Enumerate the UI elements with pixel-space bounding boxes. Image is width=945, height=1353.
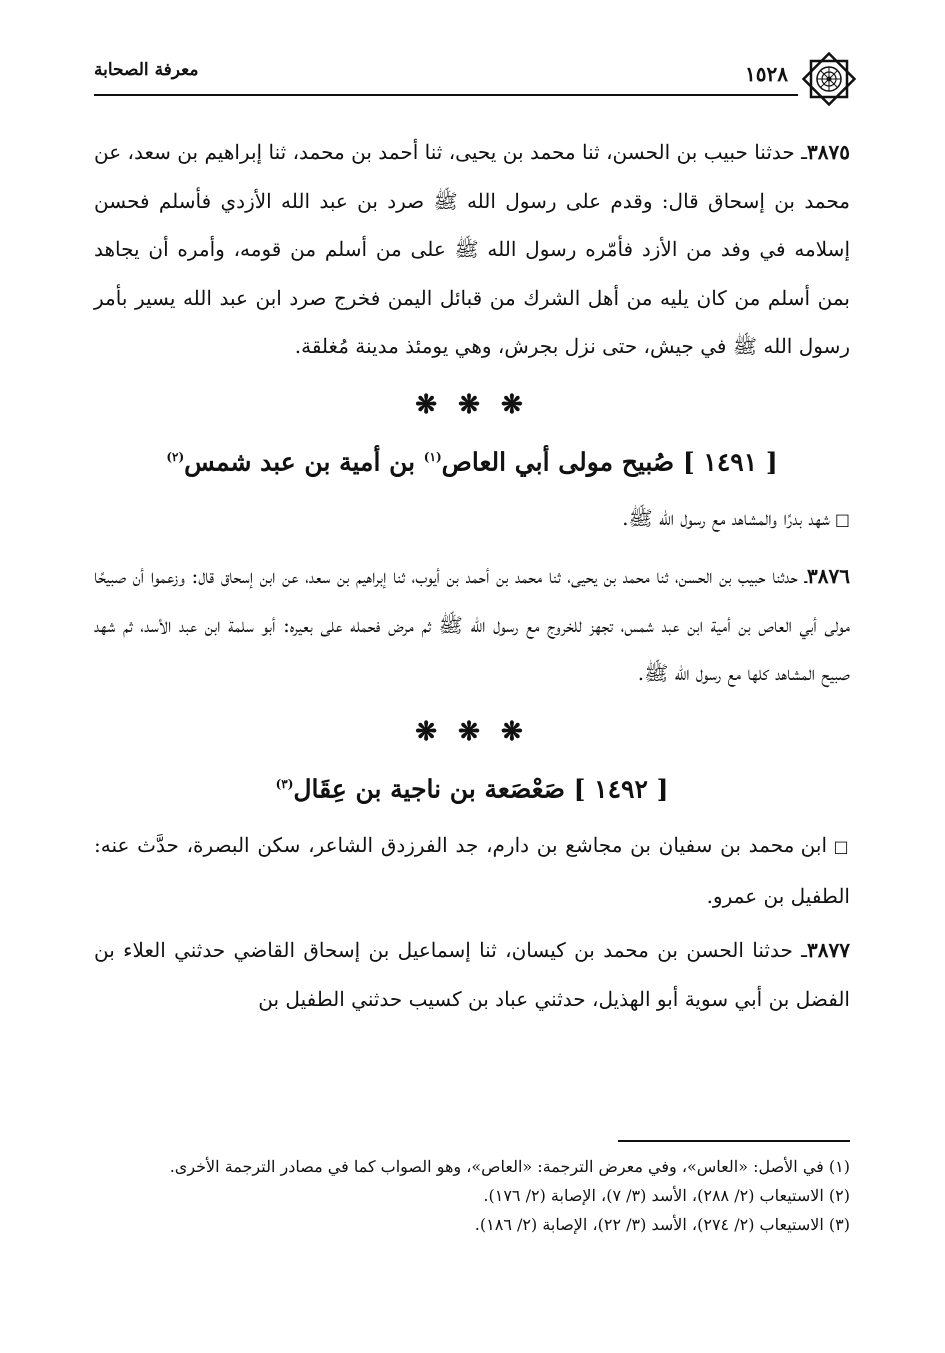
hadith-text: ـ حدثنا حبيب بن الحسن، ثنا محمد بن يحيى، ثنا أحمد بن محمد، ثنا إبراهيم بن سعد، عن محمد بن إسحاق قال: وقدم على رسول الله ﷺ صرد بن عبد الله الأزدي فأسلم فحسن إسلامه في وفد من الأزد فأمّره رسول الله ﷺ على من أسلم من قومه، وأمره أن يجاهد بمن أسلم من كان يليه من أهل الشرك من قبائل اليمن فخرج صرد ابن عبد الله يسير بأمر رسول الله ﷺ في جيش، حتى نزل بجرش، وهي يومئذ مدينة مُغلقة. <box>94 140 850 358</box>
entry-heading-1491 <box>94 431 850 488</box>
intro-text: ابن محمد بن سفيان بن مجاشع بن دارم، جد الفرزدق الشاعر، سكن البصرة، حدَّث عنه: الطفيل بن عمرو. <box>94 833 850 908</box>
footnote-ref: (٣) <box>275 776 294 791</box>
entry-title: [ ١٤٩٢ ] صَعْصَعة بن ناجية بن عِقَال <box>293 774 669 804</box>
page-header <box>94 60 850 96</box>
intro-text: شهد بدرًا والمشاهد مع رسول الله ﷺ. <box>622 505 830 530</box>
footnote-3: (٣) الاستيعاب (٢/ ٢٧٤)، الأسد (٣/ ٢٢)، الإصابة (٢/ ١٨٦). <box>474 1215 850 1234</box>
entry-title: [ ١٤٩١ ] صُبيح مولى أبي العاص <box>441 446 778 476</box>
book-title: معرفة الصحابة <box>94 60 199 80</box>
hadith-3875 <box>94 128 850 371</box>
footnote-2: (٢) الاستيعاب (٢/ ٢٨٨)، الأسد (٣/ ٧)، الإصابة (٢/ ١٧٦). <box>483 1186 850 1205</box>
section-separator: ❋ ❋ ❋ <box>415 716 529 747</box>
header-rule <box>94 94 798 96</box>
footnote-rule <box>618 1140 850 1142</box>
entry-heading-1492 <box>94 758 850 815</box>
entry-intro-1491 <box>94 494 850 545</box>
hadith-text: ـ حدثنا حبيب بن الحسن، ثنا محمد بن يحيى، ثنا محمد بن أحمد بن أيوب، ثنا إبراهيم بن سعد، عن ابن إسحاق قال: وزعموا أن صبيحًا مولى أبي العاص بن أمية ابن عبد شمس، تجهز للخروج مع رسول الله ﷺ ثم مرض فحمله على بعيره: أبو سلمة ابن عبد الأسد، ثم شهد صبيح المشاهد كلها مع رسول الله ﷺ. <box>94 564 850 686</box>
hadith-number: ٣٨٧٥ <box>807 140 850 164</box>
footnote-1: (١) في الأصل: «العاس»، وفي معرض الترجمة: «العاص»، وهو الصواب كما في مصادر الترجمة الأخرى. <box>169 1157 850 1176</box>
section-separator: ❋ ❋ ❋ <box>415 389 529 420</box>
page-body <box>94 128 850 1023</box>
footnotes <box>94 1140 850 1239</box>
hadith-number: ٣٨٧٧ <box>807 938 850 963</box>
entry-title-rest: بن أمية بن عبد شمس <box>184 446 424 476</box>
hadith-3876 <box>94 552 850 698</box>
square-bullet-icon: □ <box>827 837 851 857</box>
entry-intro-1492 <box>94 821 850 920</box>
hadith-text: ـ حدثنا الحسن بن محمد بن كيسان، ثنا إسماعيل بن إسحاق القاضي حدثني العلاء بن الفضل بن أبي سوية أبو الهذيل، حدثني عباد بن كسيب حدثني الطفيل بن <box>94 938 850 1011</box>
square-bullet-icon: □ <box>829 509 850 529</box>
hadith-3877 <box>94 926 850 1023</box>
hadith-number: ٣٨٧٦ <box>807 564 850 589</box>
page-number: ١٥٢٨ <box>745 62 788 86</box>
footnote-ref: (١) <box>423 449 442 464</box>
footnote-ref: (٢) <box>166 449 185 464</box>
octagram-ornament-icon <box>802 52 856 106</box>
